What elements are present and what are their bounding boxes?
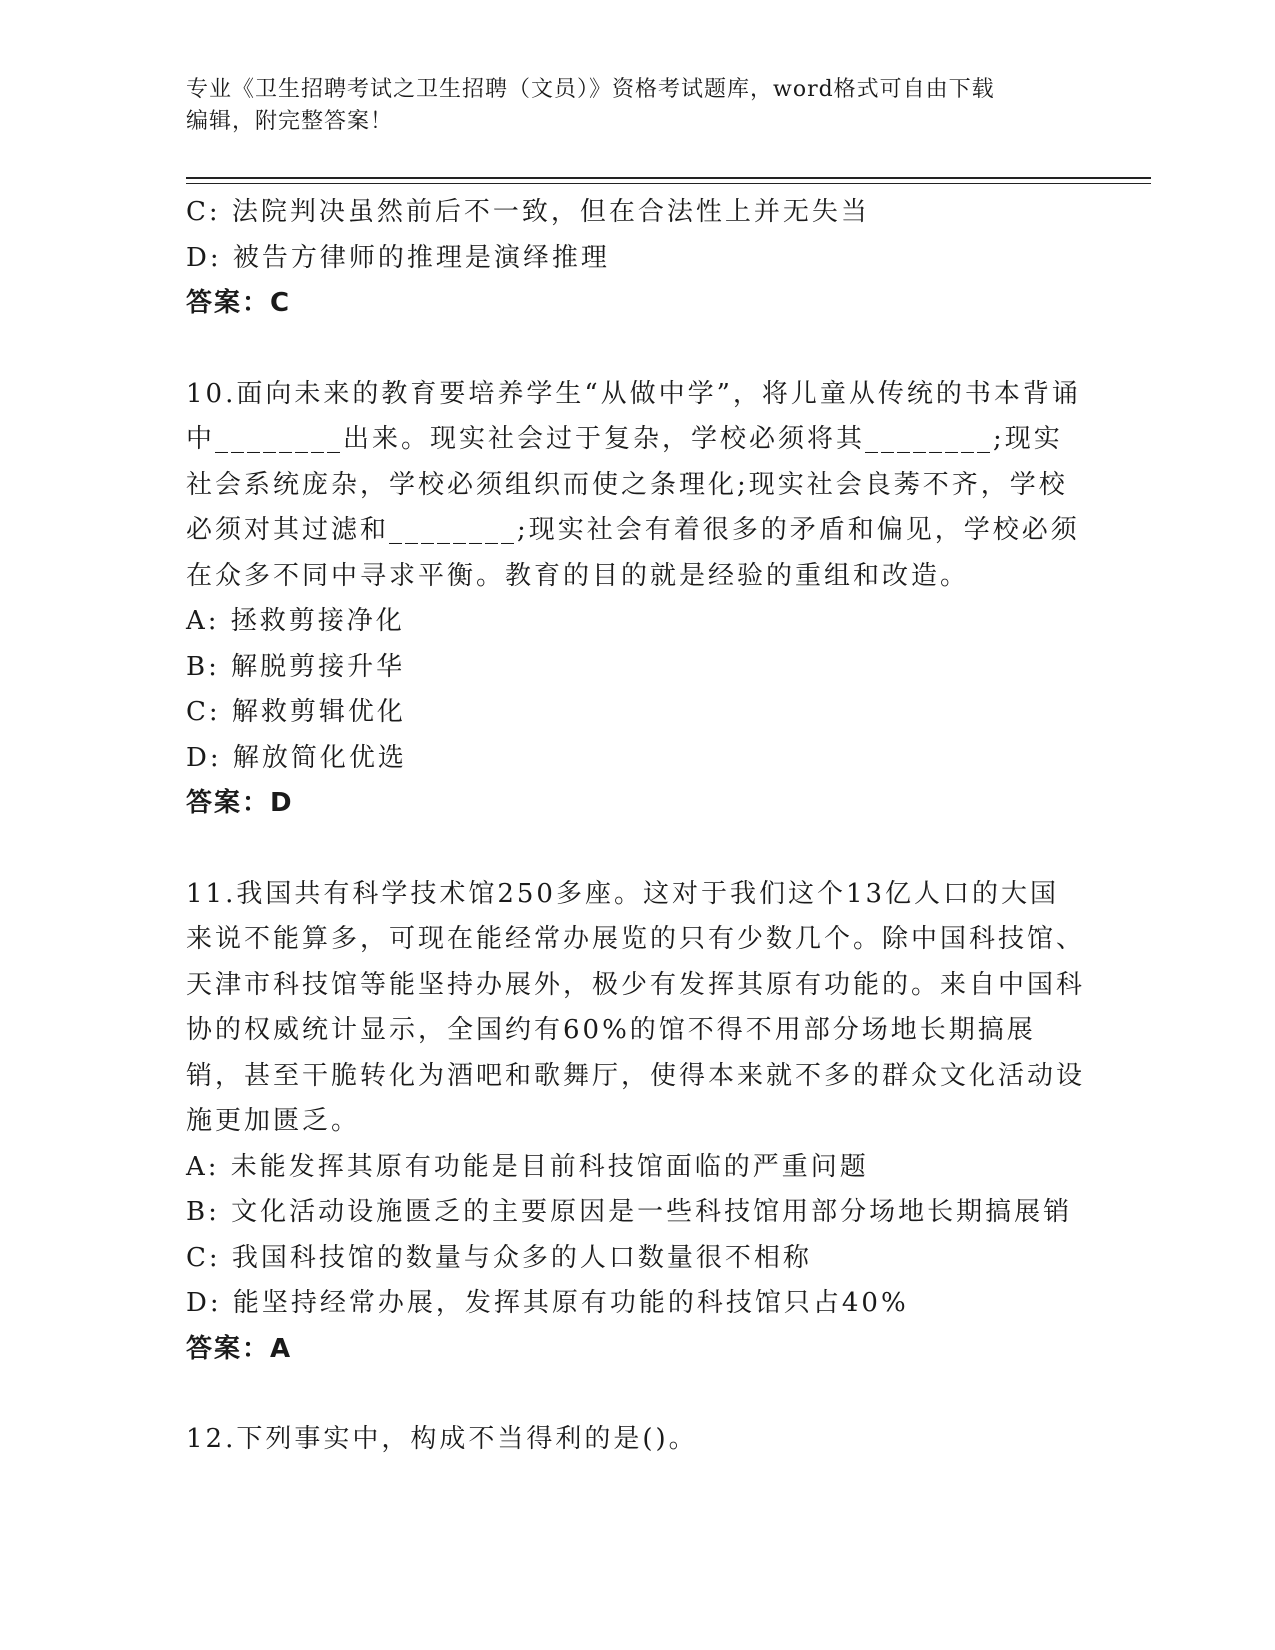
document-header [186, 74, 1066, 138]
document-body [186, 190, 1086, 1463]
q10-option-a: A: 拯救剪接净化 [186, 606, 405, 636]
q9-option-d: D: 被告方律师的推理是演绎推理 [186, 242, 610, 273]
q11-option-d: D: 能坚持经常办展，发挥其原有功能的科技馆只占40% [186, 1288, 909, 1318]
q10-option-b: B: 解脱剪接升华 [186, 651, 406, 682]
q10-stem: 10.面向未来的教育要培养学生“从做中学”，将儿童从传统的书本背诵中________出来。现实社会过于复杂，学校必须将其________;现实社会系统庞杂，学校必须组织而使之条理化;现实社会良莠不齐，学校必须对其过滤和________;现实社会有着很多的矛盾和偏见，学校必须在众多不同中寻求平衡。教育的目的就是经验的重组和改造。 [186, 378, 1081, 591]
question-12 [186, 1417, 1086, 1463]
q11-option-b: B: 文化活动设施匮乏的主要原因是一些科技馆用部分场地长期搞展销 [186, 1197, 1073, 1227]
q10-option-c: C: 解救剪辑优化 [186, 697, 406, 727]
q9-answer: 答案：C [186, 288, 292, 318]
header-divider-thick [186, 177, 1151, 179]
q11-stem: 11.我国共有科学技术馆250多座。这对于我们这个13亿人口的大国来说不能算多，可现在能经常办展览的只有少数几个。除中国科技馆、天津市科技馆等能坚持办展外，极少有发挥其原有功能的。来自中国科协的权威统计显示，全国约有60%的馆不得不用部分场地长期搞展销，甚至干脆转化为酒吧和歌舞厅，使得本来就不多的群众文化活动设施更加匮乏。 [186, 878, 1086, 1136]
question-11 [186, 872, 1086, 1373]
q10-answer: 答案：D [186, 788, 294, 818]
header-divider-thin [186, 183, 1151, 184]
question-9 [186, 190, 1086, 327]
q10-option-d: D: 解放简化优选 [186, 742, 407, 773]
q11-answer: 答案：A [186, 1333, 293, 1364]
question-10 [186, 372, 1086, 827]
q12-stem: 12.下列事实中，构成不当得利的是()。 [186, 1424, 698, 1454]
q9-option-c: C: 法院判决虽然前后不一致，但在合法性上并无失当 [186, 197, 870, 227]
q11-option-c: C: 我国科技馆的数量与众多的人口数量很不相称 [186, 1242, 812, 1273]
header-line-2: 编辑，附完整答案！ [186, 109, 394, 134]
q11-option-a: A: 未能发挥其原有功能是目前科技馆面临的严重问题 [186, 1151, 869, 1182]
header-line-1: 专业《卫生招聘考试之卫生招聘（文员）》资格考试题库，word格式可自由下载 [186, 77, 995, 102]
